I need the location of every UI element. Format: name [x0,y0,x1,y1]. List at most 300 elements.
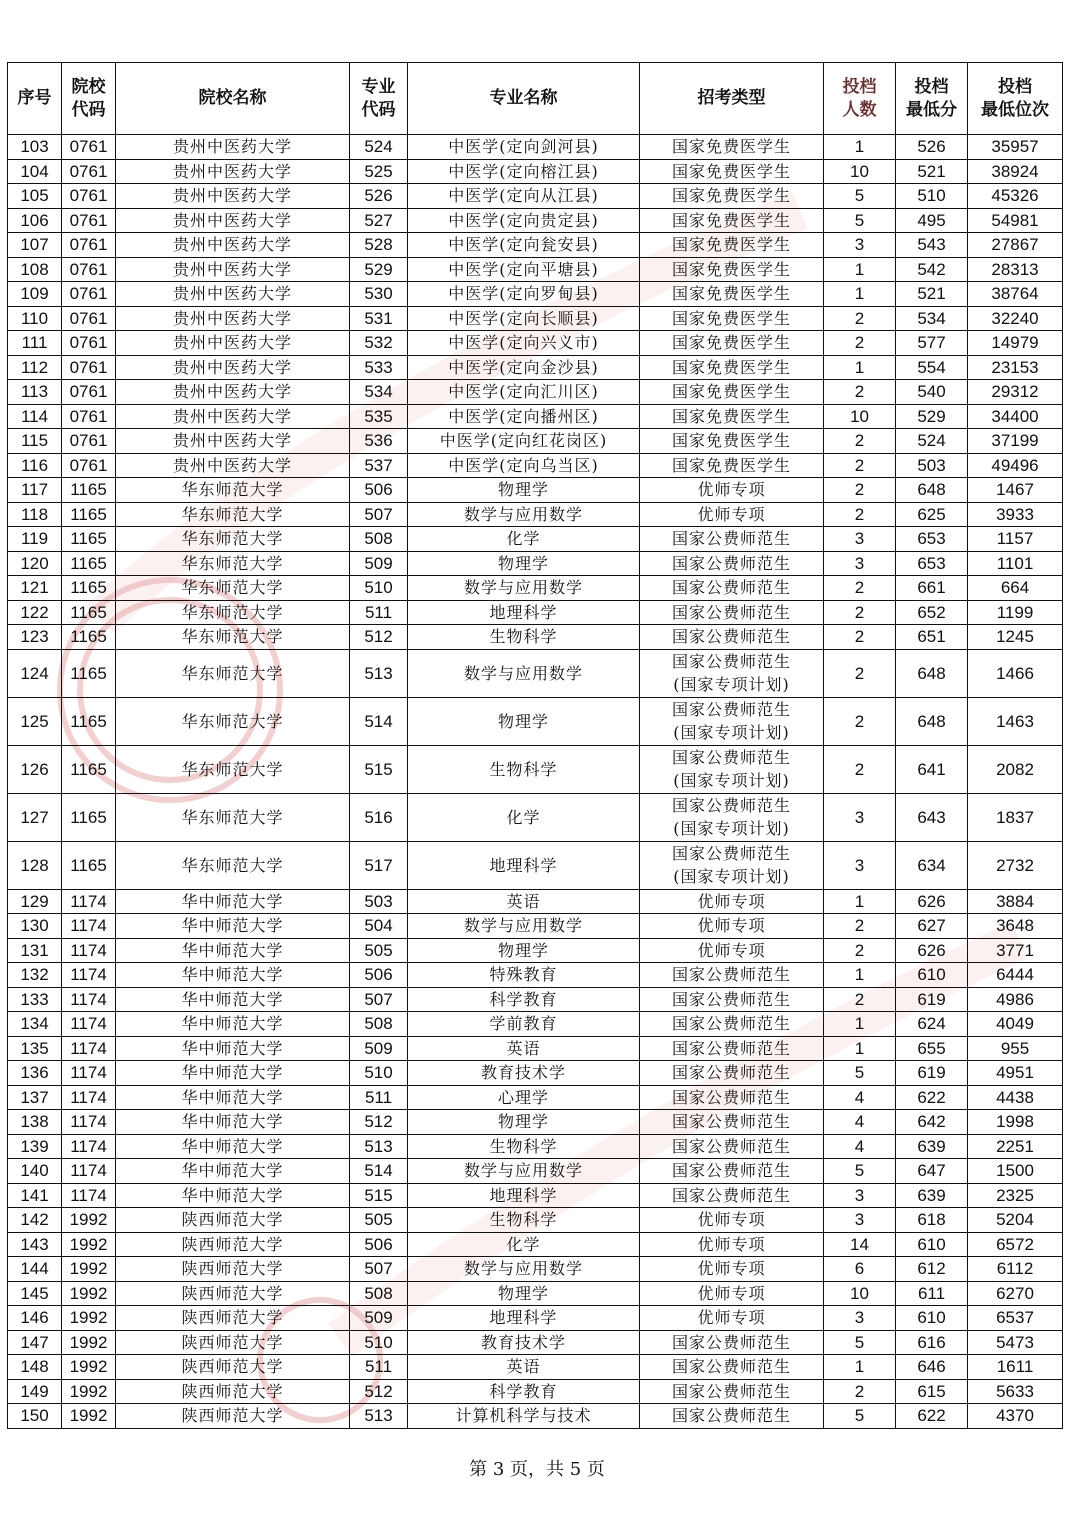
table-row [8,257,1063,282]
cell-major-name: 数学与应用数学 [408,1159,640,1184]
table-row [8,1134,1063,1159]
cell-min-score: 627 [896,914,968,939]
table-row [8,987,1063,1012]
cell-min-score: 626 [896,938,968,963]
cell-min-score: 653 [896,551,968,576]
cell-min-score: 616 [896,1330,968,1355]
cell-min-rank: 2732 [968,841,1063,889]
cell-school-name: 陕西师范大学 [116,1379,350,1404]
cell-major-name: 物理学 [408,938,640,963]
header-col-admission-type: 招考类型 [640,63,824,135]
cell-school-name: 贵州中医药大学 [116,257,350,282]
cell-min-rank: 45326 [968,184,1063,209]
admission-table-container [7,62,1062,1429]
cell-school-code: 0761 [62,380,116,405]
cell-min-rank: 2325 [968,1183,1063,1208]
cell-major-code: 515 [350,745,408,793]
table-row [8,576,1063,601]
cell-min-rank: 6270 [968,1281,1063,1306]
cell-admission-type: 国家免费医学生 [640,429,824,454]
cell-admission-type: 国家公费师范生 (国家专项计划) [640,745,824,793]
cell-count: 2 [824,987,896,1012]
cell-min-score: 625 [896,502,968,527]
cell-index: 119 [8,527,62,552]
cell-count: 1 [824,355,896,380]
cell-major-name: 数学与应用数学 [408,914,640,939]
table-row [8,331,1063,356]
cell-school-code: 1174 [62,938,116,963]
cell-admission-type: 国家公费师范生 [640,1061,824,1086]
table-row [8,1012,1063,1037]
cell-admission-type: 国家公费师范生 [640,1355,824,1380]
cell-index: 111 [8,331,62,356]
cell-major-name: 数学与应用数学 [408,576,640,601]
cell-admission-type: 国家免费医学生 [640,404,824,429]
header-col-school-name: 院校名称 [116,63,350,135]
cell-school-name: 华东师范大学 [116,527,350,552]
table-row [8,1110,1063,1135]
cell-school-code: 1174 [62,963,116,988]
cell-major-name: 中医学(定向播州区) [408,404,640,429]
table-row [8,1404,1063,1429]
cell-major-name: 教育技术学 [408,1330,640,1355]
cell-admission-type: 国家公费师范生 [640,551,824,576]
table-row [8,938,1063,963]
cell-admission-type: 国家公费师范生 [640,1085,824,1110]
cell-min-score: 542 [896,257,968,282]
cell-admission-type: 优师专项 [640,938,824,963]
cell-min-score: 615 [896,1379,968,1404]
cell-count: 14 [824,1232,896,1257]
cell-index: 125 [8,697,62,745]
header-col-min-score: 投档 最低分 [896,63,968,135]
cell-index: 127 [8,793,62,841]
cell-major-name: 英语 [408,889,640,914]
cell-min-rank: 1466 [968,649,1063,697]
cell-count: 5 [824,1330,896,1355]
cell-major-name: 物理学 [408,478,640,503]
cell-school-code: 0761 [62,331,116,356]
table-row [8,453,1063,478]
cell-school-name: 贵州中医药大学 [116,135,350,160]
cell-min-score: 611 [896,1281,968,1306]
cell-school-name: 华中师范大学 [116,938,350,963]
cell-major-name: 物理学 [408,697,640,745]
cell-major-name: 物理学 [408,1281,640,1306]
cell-min-rank: 3771 [968,938,1063,963]
cell-admission-type: 优师专项 [640,478,824,503]
cell-index: 118 [8,502,62,527]
cell-major-code: 536 [350,429,408,454]
cell-school-code: 0761 [62,135,116,160]
cell-major-code: 510 [350,1061,408,1086]
cell-school-code: 1165 [62,793,116,841]
cell-index: 139 [8,1134,62,1159]
cell-min-score: 651 [896,625,968,650]
cell-index: 143 [8,1232,62,1257]
table-row [8,380,1063,405]
cell-admission-type: 国家免费医学生 [640,331,824,356]
cell-min-rank: 32240 [968,306,1063,331]
cell-min-rank: 4049 [968,1012,1063,1037]
cell-admission-type: 国家免费医学生 [640,233,824,258]
cell-count: 1 [824,1355,896,1380]
table-row [8,184,1063,209]
cell-school-code: 1165 [62,551,116,576]
cell-school-name: 华东师范大学 [116,649,350,697]
table-row [8,527,1063,552]
table-row [8,1306,1063,1331]
cell-count: 3 [824,527,896,552]
cell-major-code: 513 [350,1134,408,1159]
cell-school-code: 0761 [62,257,116,282]
cell-major-code: 525 [350,159,408,184]
cell-count: 2 [824,914,896,939]
cell-school-name: 贵州中医药大学 [116,404,350,429]
cell-count: 2 [824,331,896,356]
cell-min-rank: 29312 [968,380,1063,405]
cell-major-code: 511 [350,600,408,625]
cell-count: 1 [824,282,896,307]
cell-major-code: 533 [350,355,408,380]
table-row [8,404,1063,429]
cell-min-rank: 4986 [968,987,1063,1012]
cell-min-score: 529 [896,404,968,429]
cell-admission-type: 国家免费医学生 [640,306,824,331]
cell-min-score: 610 [896,1306,968,1331]
cell-admission-type: 国家公费师范生 (国家专项计划) [640,697,824,745]
cell-min-score: 661 [896,576,968,601]
cell-admission-type: 国家公费师范生 (国家专项计划) [640,841,824,889]
cell-count: 2 [824,625,896,650]
cell-major-name: 地理科学 [408,600,640,625]
cell-major-code: 504 [350,914,408,939]
cell-count: 3 [824,793,896,841]
cell-school-code: 1165 [62,649,116,697]
cell-major-name: 中医学(定向汇川区) [408,380,640,405]
header-col-index: 序号 [8,63,62,135]
cell-school-code: 1165 [62,502,116,527]
cell-min-rank: 1998 [968,1110,1063,1135]
table-row [8,1208,1063,1233]
cell-index: 112 [8,355,62,380]
cell-school-name: 华东师范大学 [116,625,350,650]
cell-index: 129 [8,889,62,914]
cell-major-code: 534 [350,380,408,405]
cell-school-code: 0761 [62,159,116,184]
table-row [8,1257,1063,1282]
table-row [8,963,1063,988]
cell-school-code: 1174 [62,1036,116,1061]
cell-index: 138 [8,1110,62,1135]
cell-admission-type: 国家公费师范生 [640,1404,824,1429]
table-row [8,478,1063,503]
cell-count: 2 [824,502,896,527]
cell-count: 2 [824,649,896,697]
cell-major-name: 化学 [408,1232,640,1257]
cell-index: 113 [8,380,62,405]
cell-major-name: 英语 [408,1355,640,1380]
cell-min-rank: 6572 [968,1232,1063,1257]
cell-major-name: 中医学(定向从江县) [408,184,640,209]
cell-admission-type: 国家公费师范生 (国家专项计划) [640,649,824,697]
cell-major-name: 中医学(定向乌当区) [408,453,640,478]
cell-school-code: 1165 [62,600,116,625]
cell-school-name: 陕西师范大学 [116,1281,350,1306]
cell-min-score: 554 [896,355,968,380]
cell-count: 4 [824,1085,896,1110]
cell-index: 103 [8,135,62,160]
cell-major-name: 中医学(定向平塘县) [408,257,640,282]
cell-major-code: 517 [350,841,408,889]
table-row [8,355,1063,380]
cell-min-rank: 54981 [968,208,1063,233]
cell-count: 5 [824,1404,896,1429]
cell-count: 1 [824,889,896,914]
table-row [8,889,1063,914]
cell-min-rank: 27867 [968,233,1063,258]
cell-min-score: 626 [896,889,968,914]
cell-school-code: 0761 [62,453,116,478]
table-body [8,135,1063,1429]
cell-admission-type: 国家公费师范生 (国家专项计划) [640,793,824,841]
cell-admission-type: 优师专项 [640,1232,824,1257]
cell-major-name: 中医学(定向剑河县) [408,135,640,160]
cell-count: 10 [824,1281,896,1306]
cell-major-name: 地理科学 [408,841,640,889]
cell-admission-type: 优师专项 [640,502,824,527]
cell-min-rank: 34400 [968,404,1063,429]
cell-min-rank: 2251 [968,1134,1063,1159]
cell-index: 148 [8,1355,62,1380]
cell-count: 1 [824,1036,896,1061]
cell-major-code: 528 [350,233,408,258]
cell-major-code: 506 [350,963,408,988]
table-row [8,233,1063,258]
cell-index: 105 [8,184,62,209]
page-footer: 第 3 页，共 5 页 [469,1459,605,1480]
table-row [8,208,1063,233]
cell-index: 124 [8,649,62,697]
table-row [8,502,1063,527]
cell-school-name: 华东师范大学 [116,478,350,503]
cell-major-code: 507 [350,1257,408,1282]
cell-admission-type: 国家公费师范生 [640,600,824,625]
cell-school-code: 1174 [62,1110,116,1135]
cell-count: 3 [824,233,896,258]
cell-count: 5 [824,184,896,209]
cell-major-name: 地理科学 [408,1306,640,1331]
cell-major-code: 505 [350,1208,408,1233]
cell-count: 5 [824,1159,896,1184]
cell-min-rank: 5204 [968,1208,1063,1233]
cell-major-code: 505 [350,938,408,963]
cell-index: 114 [8,404,62,429]
cell-min-score: 543 [896,233,968,258]
cell-admission-type: 国家公费师范生 [640,625,824,650]
cell-school-code: 1174 [62,1159,116,1184]
cell-admission-type: 国家公费师范生 [640,987,824,1012]
cell-min-rank: 1199 [968,600,1063,625]
cell-count: 3 [824,1306,896,1331]
cell-admission-type: 国家公费师范生 [640,1330,824,1355]
table-row [8,551,1063,576]
cell-major-code: 513 [350,649,408,697]
cell-school-code: 1174 [62,889,116,914]
cell-school-code: 1992 [62,1404,116,1429]
cell-index: 110 [8,306,62,331]
table-row [8,429,1063,454]
cell-min-rank: 6444 [968,963,1063,988]
cell-school-name: 华中师范大学 [116,1061,350,1086]
cell-school-name: 华中师范大学 [116,1159,350,1184]
cell-index: 104 [8,159,62,184]
cell-min-score: 610 [896,963,968,988]
table-row [8,745,1063,793]
cell-major-code: 530 [350,282,408,307]
table-row [8,697,1063,745]
cell-min-score: 652 [896,600,968,625]
cell-min-rank: 5473 [968,1330,1063,1355]
cell-index: 107 [8,233,62,258]
cell-major-name: 中医学(定向贵定县) [408,208,640,233]
cell-admission-type: 国家公费师范生 [640,1110,824,1135]
cell-admission-type: 国家公费师范生 [640,1159,824,1184]
cell-admission-type: 优师专项 [640,1257,824,1282]
cell-school-name: 陕西师范大学 [116,1330,350,1355]
header-col-school-code: 院校 代码 [62,63,116,135]
cell-index: 147 [8,1330,62,1355]
cell-min-score: 646 [896,1355,968,1380]
cell-school-name: 华中师范大学 [116,1183,350,1208]
cell-index: 117 [8,478,62,503]
cell-school-name: 华中师范大学 [116,914,350,939]
cell-min-score: 643 [896,793,968,841]
cell-major-code: 513 [350,1404,408,1429]
cell-min-rank: 1611 [968,1355,1063,1380]
cell-school-name: 华东师范大学 [116,793,350,841]
cell-school-code: 1992 [62,1306,116,1331]
cell-admission-type: 国家公费师范生 [640,1379,824,1404]
cell-school-name: 华东师范大学 [116,551,350,576]
cell-major-code: 510 [350,576,408,601]
cell-school-code: 1992 [62,1330,116,1355]
header-col-major-name: 专业名称 [408,63,640,135]
cell-min-score: 526 [896,135,968,160]
cell-min-score: 639 [896,1134,968,1159]
cell-school-name: 贵州中医药大学 [116,282,350,307]
cell-count: 5 [824,208,896,233]
cell-school-name: 华东师范大学 [116,841,350,889]
cell-major-code: 535 [350,404,408,429]
cell-admission-type: 国家公费师范生 [640,576,824,601]
cell-min-score: 648 [896,478,968,503]
table-row [8,1061,1063,1086]
cell-school-code: 1165 [62,625,116,650]
cell-school-name: 华东师范大学 [116,697,350,745]
cell-major-code: 514 [350,1159,408,1184]
cell-major-name: 中医学(定向瓮安县) [408,233,640,258]
cell-min-rank: 38924 [968,159,1063,184]
cell-major-name: 中医学(定向金沙县) [408,355,640,380]
cell-index: 122 [8,600,62,625]
cell-major-name: 中医学(定向罗甸县) [408,282,640,307]
cell-min-score: 622 [896,1085,968,1110]
cell-index: 136 [8,1061,62,1086]
cell-major-code: 507 [350,987,408,1012]
cell-count: 2 [824,745,896,793]
cell-school-name: 陕西师范大学 [116,1404,350,1429]
cell-school-code: 1174 [62,1012,116,1037]
cell-min-rank: 23153 [968,355,1063,380]
cell-min-rank: 14979 [968,331,1063,356]
cell-major-name: 学前教育 [408,1012,640,1037]
cell-min-rank: 4951 [968,1061,1063,1086]
cell-school-code: 1165 [62,576,116,601]
cell-count: 1 [824,1012,896,1037]
cell-school-name: 华东师范大学 [116,745,350,793]
cell-min-rank: 1101 [968,551,1063,576]
cell-major-name: 物理学 [408,551,640,576]
table-row [8,1355,1063,1380]
cell-admission-type: 国家免费医学生 [640,453,824,478]
cell-school-name: 华中师范大学 [116,1110,350,1135]
cell-min-rank: 3884 [968,889,1063,914]
cell-index: 115 [8,429,62,454]
cell-min-score: 503 [896,453,968,478]
cell-admission-type: 国家免费医学生 [640,208,824,233]
cell-admission-type: 国家公费师范生 [640,1134,824,1159]
header-col-min-rank: 投档 最低位次 [968,63,1063,135]
cell-count: 1 [824,135,896,160]
cell-admission-type: 国家免费医学生 [640,159,824,184]
table-row [8,1379,1063,1404]
cell-major-code: 509 [350,1036,408,1061]
cell-school-name: 贵州中医药大学 [116,159,350,184]
cell-school-name: 贵州中医药大学 [116,453,350,478]
cell-admission-type: 国家公费师范生 [640,963,824,988]
cell-major-name: 心理学 [408,1085,640,1110]
cell-admission-type: 优师专项 [640,1281,824,1306]
cell-school-name: 陕西师范大学 [116,1208,350,1233]
cell-school-code: 1174 [62,987,116,1012]
cell-min-rank: 4438 [968,1085,1063,1110]
cell-count: 4 [824,1110,896,1135]
cell-major-name: 特殊教育 [408,963,640,988]
cell-school-name: 华中师范大学 [116,987,350,1012]
cell-admission-type: 国家免费医学生 [640,355,824,380]
cell-index: 121 [8,576,62,601]
cell-school-code: 1165 [62,697,116,745]
cell-index: 106 [8,208,62,233]
cell-min-rank: 35957 [968,135,1063,160]
cell-major-code: 506 [350,478,408,503]
cell-index: 120 [8,551,62,576]
cell-major-code: 526 [350,184,408,209]
cell-school-code: 0761 [62,306,116,331]
cell-min-rank: 4370 [968,1404,1063,1429]
cell-major-code: 508 [350,1281,408,1306]
cell-min-score: 619 [896,987,968,1012]
cell-major-code: 516 [350,793,408,841]
cell-count: 2 [824,478,896,503]
cell-school-code: 1165 [62,478,116,503]
cell-major-name: 计算机科学与技术 [408,1404,640,1429]
cell-school-name: 华中师范大学 [116,963,350,988]
cell-count: 2 [824,380,896,405]
cell-min-score: 524 [896,429,968,454]
cell-min-score: 648 [896,697,968,745]
